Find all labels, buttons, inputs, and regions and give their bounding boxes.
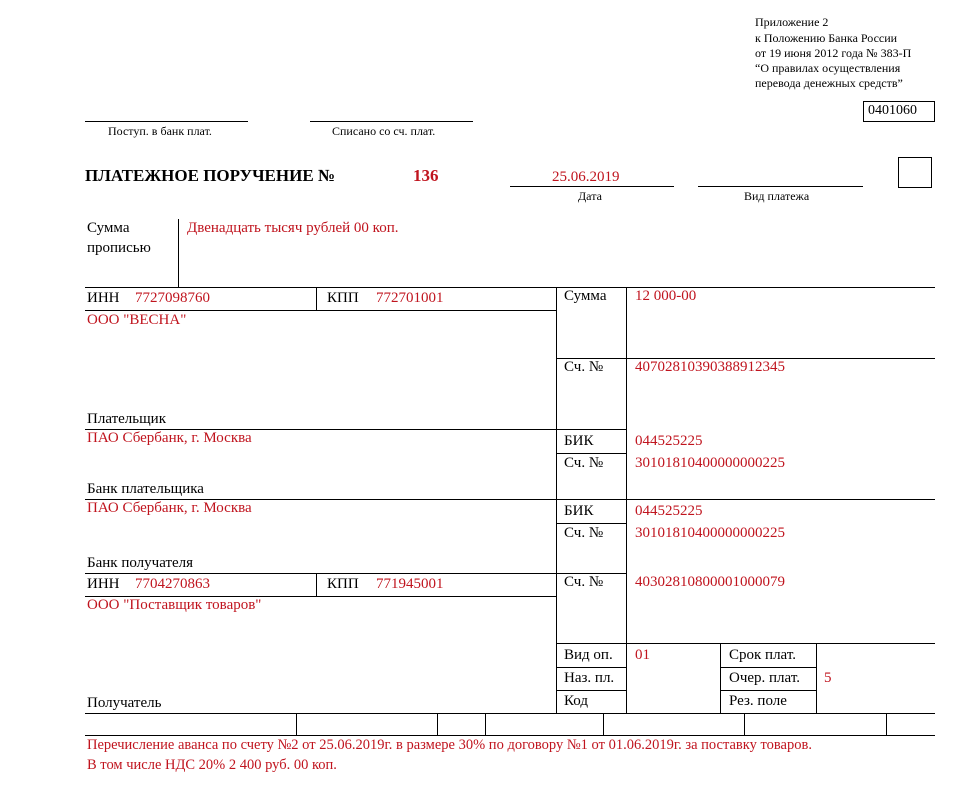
purpose-line-1: Перечисление аванса по счету №2 от 25.06.2019г. в размере 30% по договору №1 от 01.06.2019г. за поставку товаров. [87,737,812,753]
grid-line [744,713,745,735]
reserve-label: Рез. поле [729,693,787,709]
payee-bank-name: ПАО Сбербанк, г. Москва [87,500,252,516]
grid-line [816,643,817,713]
payee-bank-account-label: Сч. № [564,525,604,541]
payer-inn: 7727098760 [135,290,210,306]
appendix-line: к Положению Банка России [755,31,898,45]
payee-bank-bik: 044525225 [635,503,703,519]
payer-bank-label: Банк плательщика [87,481,204,497]
grid-line [626,287,627,713]
form-code: 0401060 [868,103,917,118]
grid-line [556,690,626,691]
payment-type-line [698,186,863,187]
amount-words-label-1: Сумма [87,220,130,236]
appendix-line: перевода денежных средств” [755,76,903,90]
payer-label: Плательщик [87,411,166,427]
grid-line [85,573,626,574]
due-label: Срок плат. [729,647,797,663]
grid-line [556,287,557,713]
payee-bank-label: Банк получателя [87,555,194,571]
document-number: 136 [413,166,439,185]
payee-label: Получатель [87,695,162,711]
grid-line [720,690,816,691]
payer-bank-account: 30101810400000000225 [635,455,785,471]
date-line [510,186,674,187]
grid-line [316,287,317,310]
payer-kpp: 772701001 [376,290,444,306]
date-label: Дата [578,189,602,203]
payer-bank-bik: 044525225 [635,433,703,449]
op-type-label: Вид оп. [564,647,613,663]
grid-line [720,667,816,668]
grid-line [556,453,626,454]
payer-kpp-label: КПП [327,290,359,306]
grid-line [296,713,297,735]
amount-words-value: Двенадцать тысяч рублей 00 коп. [187,220,399,236]
grid-line [556,643,935,644]
grid-line [85,310,556,311]
sum-label: Сумма [564,288,607,304]
payment-type-label: Вид платежа [744,189,810,203]
payee-inn: 7704270863 [135,576,210,592]
amount-words-label-2: прописью [87,240,151,256]
grid-line [437,713,438,735]
code-label: Код [564,693,588,709]
received-label: Поступ. в банк плат. [108,124,212,138]
written-off-line [310,121,473,122]
payee-inn-label: ИНН [87,576,120,592]
grid-line [316,573,317,596]
payer-bank-bik-label: БИК [564,433,594,449]
form-code-box [863,101,935,122]
grid-line [886,713,887,735]
written-off-label: Списано со сч. плат. [332,124,436,138]
grid-line [556,523,626,524]
payee-name: ООО "Поставщик товаров" [87,597,262,613]
appendix-line: от 19 июня 2012 года № 383-П [755,46,912,60]
payee-kpp: 771945001 [376,576,444,592]
grid-line [85,713,935,714]
amount-words-divider [178,219,179,287]
payer-inn-label: ИНН [87,290,120,306]
grid-line [603,713,604,735]
payee-kpp-label: КПП [327,576,359,592]
priority-label: Очер. плат. [729,670,800,686]
appendix-line: “О правилах осуществления [755,61,901,75]
payer-account: 40702810390388912345 [635,359,785,375]
payer-bank-name: ПАО Сбербанк, г. Москва [87,430,252,446]
received-line [85,121,248,122]
document-date: 25.06.2019 [552,169,620,185]
payer-bank-account-label: Сч. № [564,455,604,471]
status-box [898,157,932,188]
grid-line [85,735,935,736]
payer-name: ООО "ВЕСНА" [87,312,187,328]
payer-account-label: Сч. № [564,359,604,375]
appendix-line: Приложение 2 [755,15,829,29]
payee-account: 40302810800001000079 [635,574,785,590]
op-type-value: 01 [635,647,650,663]
document-title: ПЛАТЕЖНОЕ ПОРУЧЕНИЕ № [85,166,336,185]
payee-account-label: Сч. № [564,574,604,590]
payee-bank-bik-label: БИК [564,503,594,519]
grid-line [485,713,486,735]
purpose-line-2: В том числе НДС 20% 2 400 руб. 00 коп. [87,757,337,773]
sum-value: 12 000-00 [635,288,697,304]
payee-bank-account: 30101810400000000225 [635,525,785,541]
grid-line [556,667,626,668]
grid-line [85,287,935,288]
purpose-code-label: Наз. пл. [564,670,615,686]
grid-line [720,643,721,713]
priority-value: 5 [824,670,832,686]
